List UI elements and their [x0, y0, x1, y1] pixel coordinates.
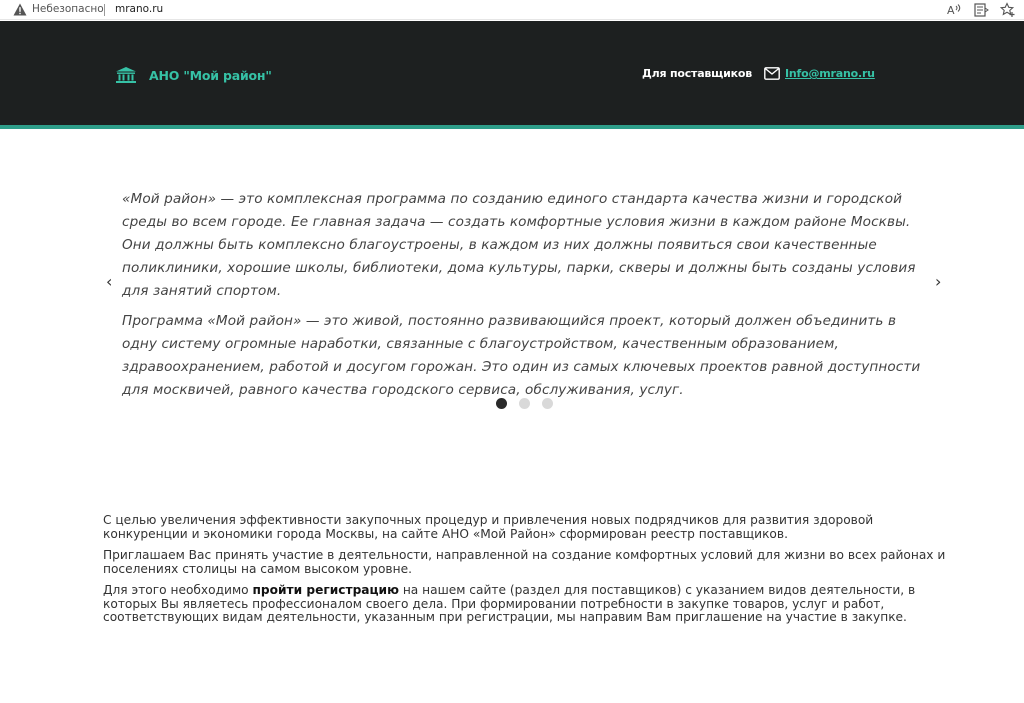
- logo-text: АНО "Мой район": [149, 67, 272, 83]
- site-logo[interactable]: [115, 66, 272, 84]
- warning-icon[interactable]: [13, 3, 27, 16]
- registration-link[interactable]: пройти регистрацию: [252, 583, 399, 597]
- carousel-dot-1[interactable]: [496, 398, 507, 409]
- security-label[interactable]: Небезопасно: [32, 3, 104, 15]
- mail-icon: [764, 67, 780, 80]
- slide-paragraph-2: Программа «Мой район» — это живой, постоянно развивающийся проект, который должен объединить в одну систему огромные наработки, связанные с благоустройством, качественным образованием, здравоохранением, работой и досугом горожан. Это один из самых ключевых проектов равной доступности для москвичей, равного качества городского сервиса, обслуживания, услуг.: [122, 313, 921, 398]
- browser-address-bar: [0, 0, 1024, 20]
- url-text[interactable]: mrano.ru: [115, 3, 164, 15]
- favorite-icon[interactable]: [1000, 2, 1016, 18]
- reader-view-icon[interactable]: [973, 2, 989, 18]
- svg-text:A: A: [947, 4, 955, 17]
- info-paragraph-2: Приглашаем Вас принять участие в деятельности, направленной на создание комфортных условий для жизни во всех районах и поселениях столицы на самом высоком уровне.: [103, 548, 946, 576]
- institution-icon: [115, 66, 137, 84]
- nav-link-suppliers[interactable]: Для поставщиков: [642, 67, 753, 80]
- carousel-dot-2[interactable]: [519, 398, 530, 409]
- slide-paragraph-1: «Мой район» — это комплексная программа по созданию единого стандарта качества жизни и городской среды во всем городе. Ее главная задача — создать комфортные условия жизни в каждом районе Москвы. Они должны быть комплексно благоустроены, в каждом из них должны появиться свои качественные поликлиники, хорошие школы, библиотеки, дома культуры, парки, скверы и должны быть созданы условия для занятий спортом.: [122, 191, 916, 299]
- address-separator: [104, 4, 105, 16]
- carousel-slide: [122, 188, 922, 409]
- read-aloud-icon[interactable]: [946, 2, 962, 18]
- carousel-indicators: [496, 398, 565, 409]
- email-link[interactable]: Info@mrano.ru: [785, 67, 875, 80]
- suppliers-info: [103, 514, 953, 633]
- info-p3-lead: Для этого необходимо: [103, 583, 253, 597]
- carousel-dot-3[interactable]: [542, 398, 553, 409]
- quote-carousel: [0, 130, 1024, 430]
- info-paragraph-1: С целью увеличения эффективности закупочных процедур и привлечения новых подрядчиков для развития здоровой конкуренции и экономики города Москвы, на сайте АНО «Мой Район» сформирован реестр поставщиков.: [103, 513, 874, 541]
- carousel-next-button[interactable]: ›: [935, 272, 942, 291]
- header-accent-stripe: [0, 125, 1024, 129]
- info-paragraph-3: [103, 584, 953, 625]
- carousel-prev-button[interactable]: ‹: [106, 272, 113, 291]
- info-p3-rest: на нашем сайте (раздел для поставщиков) с указанием видов деятельности, в которых Вы являетесь профессионалом своего дела. При формировании потребности в закупке товаров, услуг и работ, соответствующих видам деятельности, указанным при регистрации, мы направим Вам приглашение на участие в закупке.: [103, 583, 916, 624]
